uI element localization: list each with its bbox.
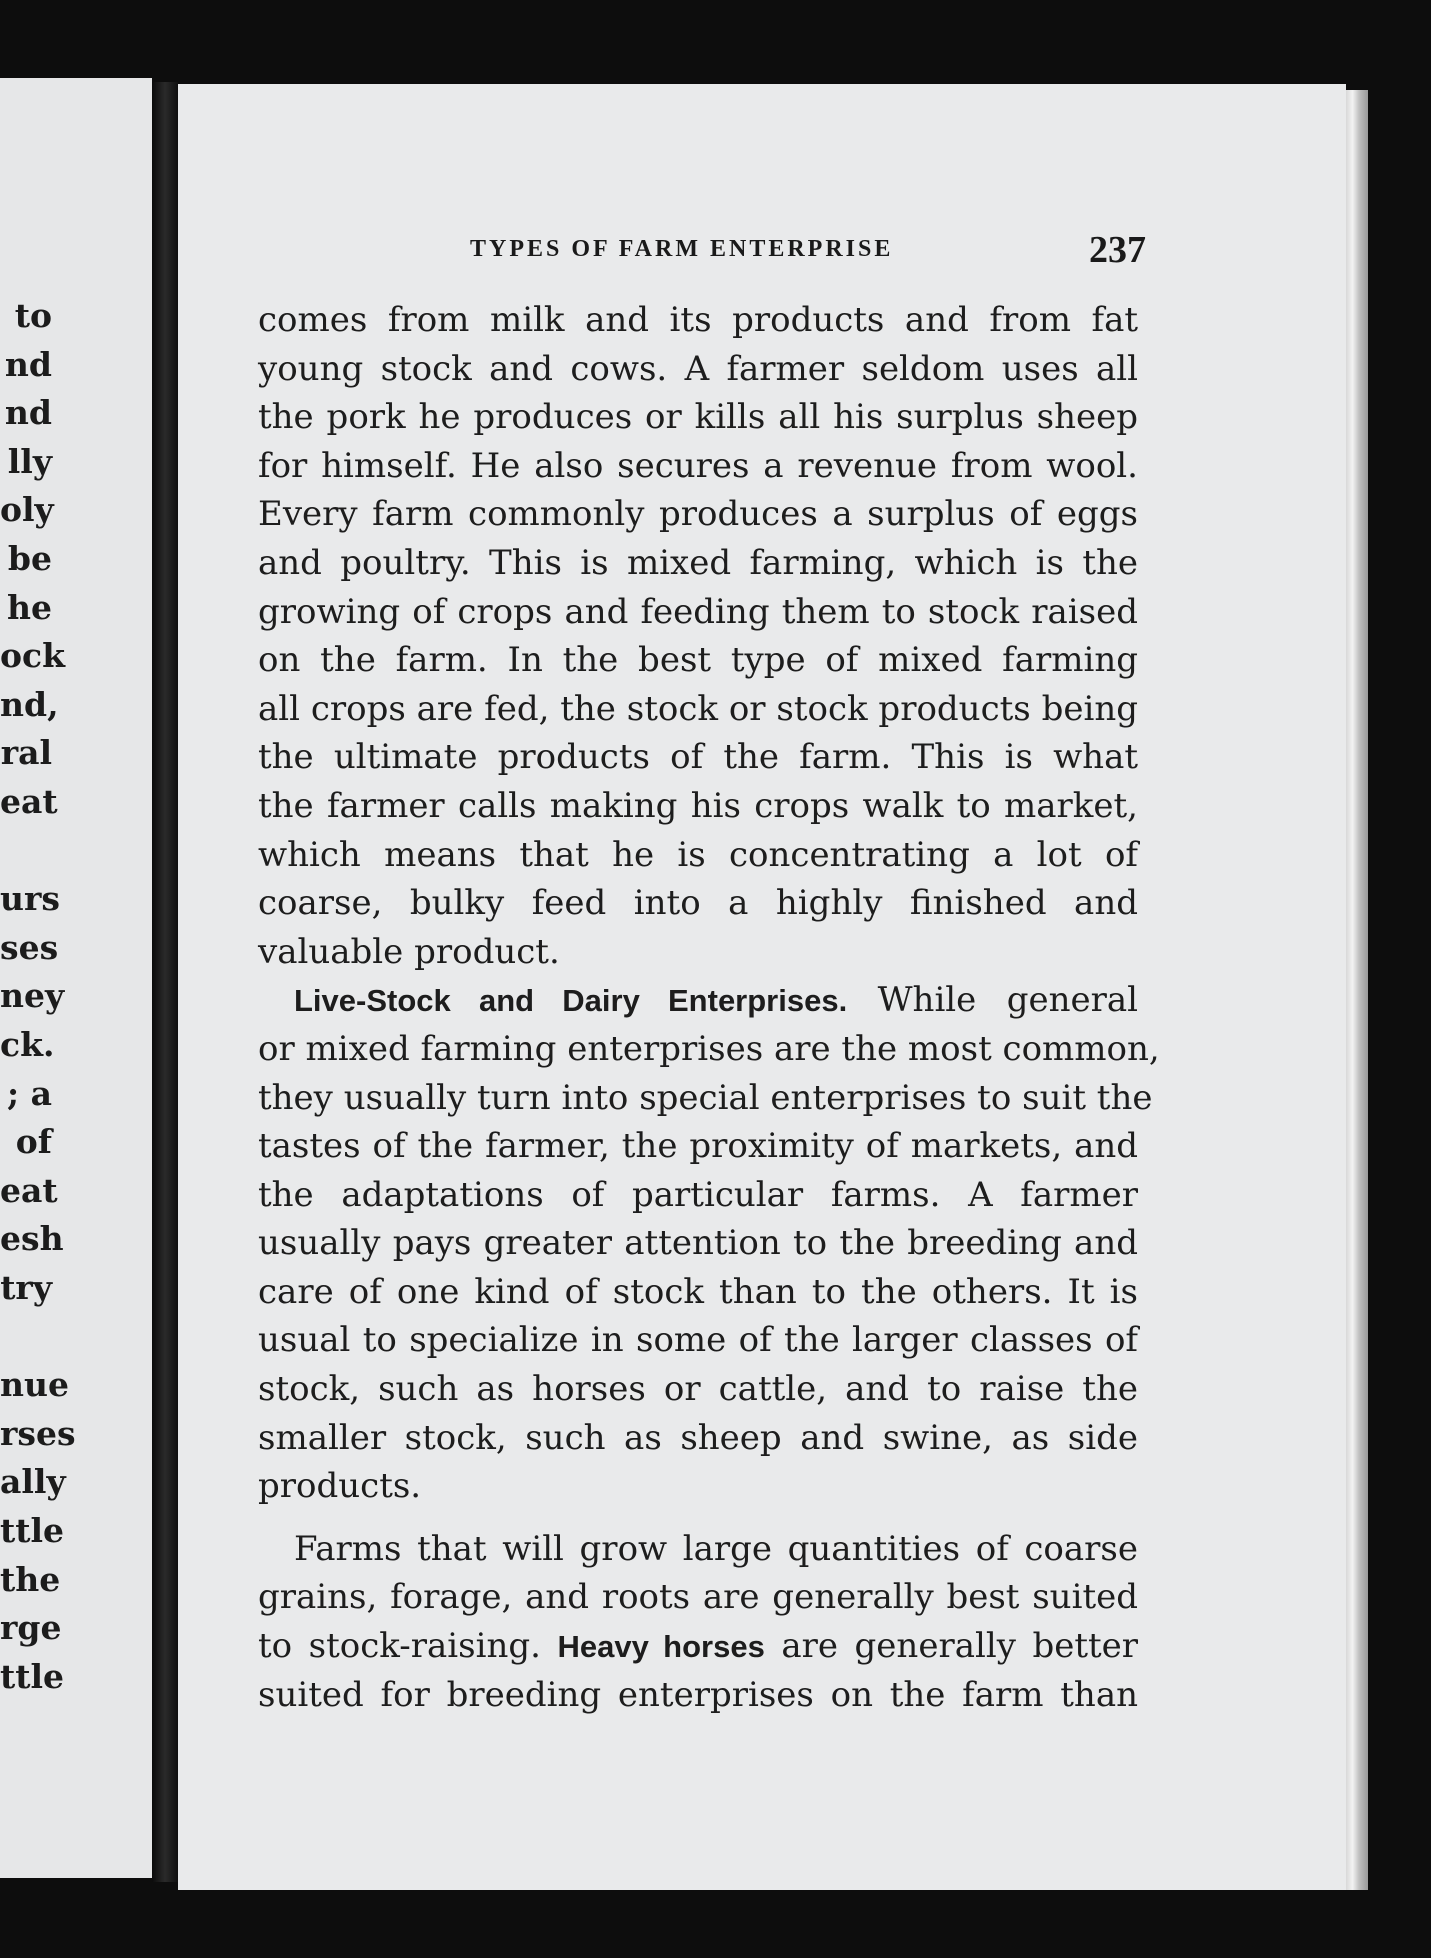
text-line: they usually turn into special enterprises to suit the (258, 1077, 1153, 1118)
facing-page-fragment: ck. (0, 1025, 55, 1064)
body-text (258, 296, 1160, 1719)
text-line: usual to specialize in some of the larger classes of (258, 1320, 1138, 1361)
facing-page-fragment: ney (0, 976, 65, 1016)
bold-term: Heavy horses (557, 1629, 765, 1665)
text-line: all crops are fed, the stock or stock products being (258, 688, 1138, 729)
facing-page-fragment: eat (0, 1170, 58, 1210)
facing-page-fragment: esh (0, 1219, 64, 1259)
text-line (258, 976, 1138, 1025)
facing-page-fragment: to (14, 296, 52, 335)
text-line: growing of crops and feeding them to stock raised (258, 591, 1138, 632)
book-spine (152, 82, 178, 1882)
page-edge (1346, 90, 1368, 1890)
facing-page-fragment: urs (0, 879, 60, 919)
text-line: coarse, bulky feed into a highly finished and (258, 883, 1138, 924)
facing-page-fragment: be (7, 539, 52, 578)
text-line: the pork he produces or kills all his surplus sheep (258, 397, 1138, 438)
text-line: the ultimate products of the farm. This is what (258, 737, 1138, 778)
text-line: the adaptations of particular farms. A farmer (258, 1174, 1138, 1215)
facing-page-fragment: ock (0, 636, 65, 676)
running-head: TYPES OF FARM ENTERPRISE (470, 236, 894, 262)
text-line: grains, forage, and roots are generally best suited (258, 1577, 1138, 1618)
facing-page-fragment: of (15, 1122, 52, 1162)
page-number: 237 (1089, 229, 1146, 271)
text-line: or mixed farming enterprises are the most common, (258, 1028, 1160, 1069)
facing-page-fragment: rge (0, 1608, 62, 1648)
text-line: the farmer calls making his crops walk to market, (258, 785, 1138, 826)
text-line: and poultry. This is mixed farming, which is the (258, 542, 1138, 583)
text-run: are generally better (781, 1626, 1139, 1667)
text-line: stock, such as horses or cattle, and to raise the (258, 1369, 1138, 1410)
facing-page-fragment: ttle (0, 1656, 65, 1696)
text-line: comes from milk and its products and from fat (258, 300, 1138, 340)
text-line: young stock and cows. A farmer seldom uses all (258, 348, 1138, 389)
text-line: products. (258, 1466, 422, 1507)
facing-page-fragment: nd, (0, 684, 59, 724)
text-line: on the farm. In the best type of mixed farming (258, 640, 1138, 681)
facing-page (0, 78, 152, 1878)
facing-page-fragment: lly (7, 441, 52, 481)
text-line: Farms that will grow large quantities of coarse (294, 1528, 1138, 1569)
text-line: usually pays greater attention to the breeding and (258, 1223, 1138, 1264)
facing-page-fragment: nd (4, 393, 52, 433)
paragraph-gap (258, 1511, 1138, 1525)
text-line: tastes of the farmer, the proximity of markets, and (258, 1126, 1138, 1167)
text-line: for himself. He also secures a revenue from wool. (258, 445, 1138, 486)
facing-page-fragment: ally (0, 1462, 66, 1502)
facing-page-fragment: ses (0, 927, 59, 967)
section-heading: Live-Stock and Dairy Enterprises. (294, 983, 848, 1019)
facing-page-fragment: the (0, 1559, 61, 1599)
facing-page-fragment: oly (0, 490, 54, 530)
facing-page-fragment: eat (0, 782, 58, 821)
facing-page-fragment: nue (0, 1365, 69, 1405)
paragraph-1 (258, 296, 1138, 976)
paragraph-3 (258, 1525, 1138, 1719)
facing-page-fragment: ral (0, 733, 52, 773)
text-run: While general (877, 980, 1138, 1021)
facing-page-fragment: nd (4, 344, 52, 384)
facing-page-fragment: he (7, 587, 52, 627)
text-line: suited for breeding enterprises on the farm than (258, 1674, 1138, 1715)
facing-page-fragment: ; a (6, 1073, 52, 1113)
facing-page-fragment: ttle (0, 1511, 65, 1550)
facing-page-fragment: try (0, 1268, 52, 1307)
facing-page-fragment: rses (0, 1413, 76, 1453)
text-line: valuable product. (258, 931, 560, 972)
page-header (470, 228, 1146, 274)
text-line: smaller stock, such as sheep and swine, as side (258, 1417, 1138, 1458)
text-line: Every farm commonly produces a surplus of eggs (258, 494, 1138, 535)
paragraph-2 (258, 976, 1160, 1511)
text-line: which means that he is concentrating a lot of (258, 834, 1138, 875)
text-line: care of one kind of stock than to the others. It is (258, 1271, 1138, 1312)
text-run: to stock-raising. (258, 1626, 541, 1667)
text-line (258, 1622, 1138, 1671)
